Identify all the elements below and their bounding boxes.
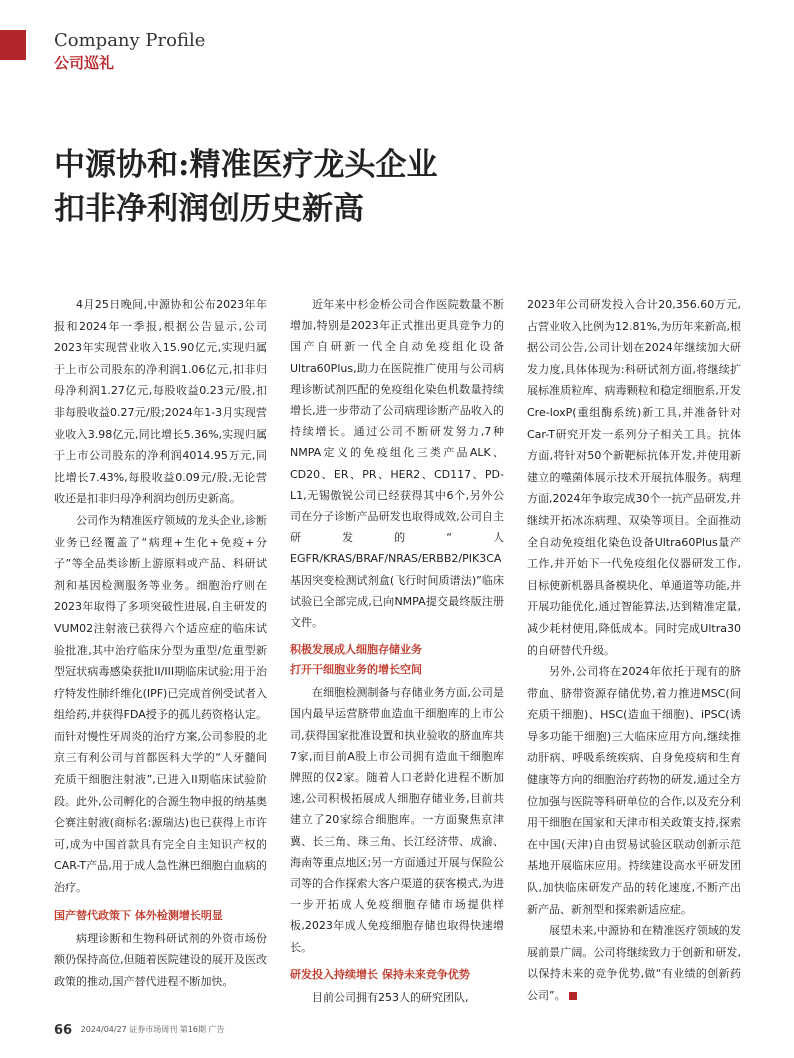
body-paragraph: 2023年公司研发投入合计20,356.60万元,占营业收入比例为12.81%,为历年来新高,根据公司公告,公司计划在2024年继续加大研发力度,具体体现为:科研试剂方面,将继续扩展标准质粒库、病毒颗粒和稳定细胞系,开发Cre-loxP(重组酶系统)新工具,并准备针对Car-T研究开发一系列分子相关工具。抗体方面,将针对50个新靶标抗体开发,并使用新建立的噬菌体展示技术开展抗体服务。病理方面,2024年争取完成30个一抗产品研发,并继续开拓冰冻病理、双染等项目。全面推动全自动免疫组化染色设备Ultra60Plus量产工作,并开始下一代免疫组化仪器研发工作,目标使新机器具备模块化、单通道等功能,并开展功能优化,通过智能算法,达到精准定量,减少耗材使用,降低成本。同时完成Ultra30的自研替代升级。 [527,298,741,657]
page-number: 66 [54,1023,73,1038]
section-heading: 研发投入持续增长 保持未来竞争优势 [290,967,470,981]
body-paragraph: 近年来中杉金桥公司合作医院数量不断增加,特别是2023年正式推出更具竞争力的国产自研新一代全自动免疫组化设备Ultra60Plus,助力在医院推广使用与公司病理诊断试剂匹配的免疫组化染色机数量持续增长,进一步带动了公司病理诊断产品收入的持续增长。通过公司不断研发努力,7种NMPA定义的免疫组化三类产品ALK、CD20、ER、PR、HER2、CD117、PD-L1,无锡傲锐公司已经获得其中6个,另外公司在分子诊断产品研发也取得成效,公司自主研发的“人EGFR/KRAS/BRAF/NRAS/ERBB2/PIK3CA基因突变检测试剂盒(飞行时间质谱法)”临床试验已全部完成,已向NMPA提交最终版注册文件。 [290,298,504,630]
body-paragraph: 另外,公司将在2024年依托于现有的脐带血、脐带资源存储优势,着力推进MSC(间充质干细胞)、HSC(造血干细胞)、iPSC(诱导多功能干细胞)三大临床应用方向,继续推动肝病、呼吸系统疾病、自身免疫病和生育健康等方向的细胞治疗药物的研发,通过全方位加强与医院等科研单位的合作,以及充分利用干细胞在国家和天津市相关政策支持,探索在中国(天津)自由贸易试验区联动创新示范基地开展临床应用。持续建设高水平研发团队,加快临床研发产品的转化速度,不断产出新产品、新剂型和探索新适应症。 [527,665,741,916]
section-heading: 国产替代政策下 体外检测增长明显 [54,908,223,922]
page-footer [54,1023,225,1038]
body-paragraph: 4月25日晚间,中源协和公布2023年年报和2024年一季报,根据公告显示,公司2023年实现营业收入15.90亿元,实现归属于上市公司股东的净利润1.06亿元,扣非归母净利润1.27亿元,每股收益0.23元/股,扣非每股收益0.27元/股;2024年1-3月实现营业收入3.98亿元,同比增长5.36%,实现归属于上市公司股东的净利润4014.95万元,同比增长7.43%,每股收益0.09元/股,无论营收还是扣非归母净利润均创历史新高。 [54,298,267,506]
body-paragraph: 目前公司拥有253人的研究团队, [312,990,469,1004]
section-label-cn: 公司巡礼 [54,54,115,72]
section-label-en: Company Profile [54,30,206,51]
body-paragraph: 在细胞检测制备与存储业务方面,公司是国内最早运营脐带血造血干细胞库的上市公司,获得国家批准设置和执业验收的脐血库共7家,而目前A股上市公司拥有造血干细胞库牌照的仅2家。随着人口老龄化进程不断加速,公司积极拓展成人细胞存储业务,目前共建立了20家综合细胞库。一方面聚焦京津冀、长三角、珠三角、长江经济带、成渝、海南等重点地区;另一方面通过开展与保险公司等的合作探索大客户渠道的获客模式,为进一步开拓成人免疫细胞存储市场提供样板,2023年成人免疫细胞存储也取得快速增长。 [290,686,504,954]
article-title-line-1: 中源协和:精准医疗龙头企业 [54,147,438,183]
body-paragraph: 公司作为精准医疗领域的龙头企业,诊断业务已经覆盖了“病理+生化+免疫+分子”等全品类诊断上游原料或产品、科研试剂和基因检测服务等业务。细胞治疗则在2023年取得了多项突破性进展,自主研发的VUM02注射液已获得六个适应症的临床试验批准,其中治疗临床分型为重型/危重型新型冠状病毒感染获批II/III期临床试验;用于治疗特发性肺纤维化(IPF)已完成首例受试者入组给药,并获得FDA授予的孤儿药资格认定。而针对慢性牙周炎的治疗方案,公司参股的北京三有利公司与首都医科大学的“人牙髓间充质干细胞注射液”,已进入II期临床试验阶段。此外,公司孵化的合源生物申报的纳基奥仑赛注射液(商标名:源瑞达)也已获得上市许可,成为中国首款具有完全自主知识产权的CAR-T产品,用于成人急性淋巴细胞白血病的治疗。 [54,513,267,895]
article-column-3 [527,294,741,1007]
end-mark-icon [569,992,577,1000]
body-paragraph: 展望未来,中源协和在精准医疗领域的发展前景广阔。公司将继续致力于创新和研发,以保持未来的竞争优势,做“有业绩的创新药公司”。 [527,924,741,1002]
section-corner-mark [0,30,26,60]
article-title [54,143,754,231]
body-paragraph: 病理诊断和生物科研试剂的外资市场份额仍保持高位,但随着医院建设的展开及医改政策的推动,国产替代进程不断加快。 [54,931,267,988]
article-column-2 [290,294,504,1008]
article-column-1 [54,294,267,992]
article-title-line-2: 扣非净利润创历史新高 [54,191,364,227]
section-heading: 积极发展成人细胞存储业务 打开干细胞业务的增长空间 [290,643,422,677]
footer-publication-info: 2024/04/27 证券市场周刊 第16期 广告 [80,1025,225,1034]
